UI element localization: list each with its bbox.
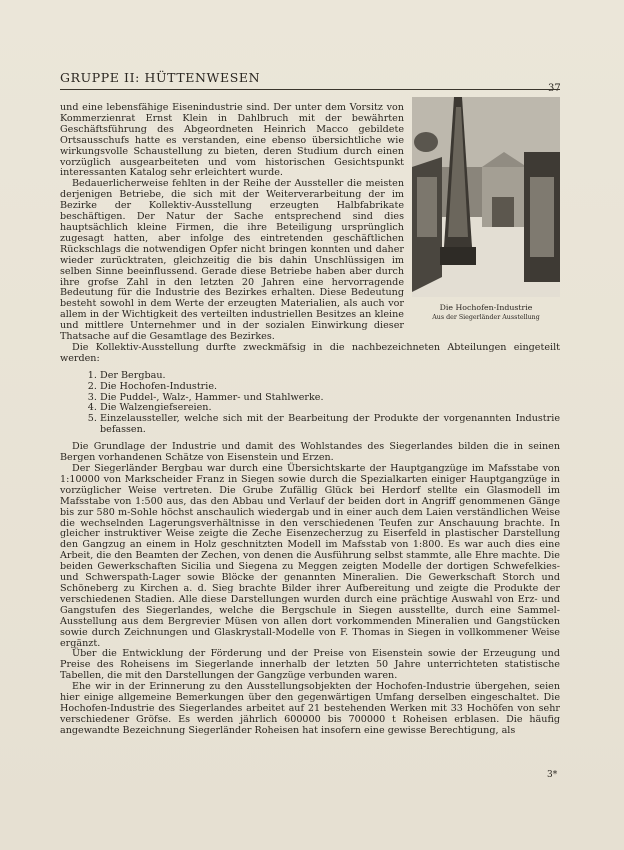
paragraph: Über die Entwicklung der Förderung und der Preise von Eisenstein sowie der Erzeugung und Preise des Roheisens im Siegerlande innerhalb der letzten 50 Jahre unterrichteten statistische Tabellen, die mit den Darstellungen der Gangzüge verbunden waren. (60, 648, 560, 682)
running-header: GRUPPE II: HÜTTENWESEN (60, 70, 261, 85)
caption-title: Die Hochofen-Industrie (439, 303, 533, 312)
photo-illustration (412, 97, 560, 297)
header-rule (60, 89, 560, 90)
figure-caption (412, 303, 560, 323)
list-item: 1. Der Bergbau. (100, 371, 560, 382)
list-item: 3. Die Puddel-, Walz-, Hammer- und Stahlwerke. (100, 393, 560, 404)
list-item: 2. Die Hochofen-Industrie. (100, 382, 560, 393)
caption-subtitle: Aus der Siegerländer Ausstellung (432, 314, 540, 321)
section-list (60, 371, 560, 436)
paragraph: Die Kollektiv-Ausstellung durfte zweckmäfsig in die nachbezeichneten Abteilungen eingeteilt werden: (60, 341, 560, 364)
paragraph: Der Siegerländer Bergbau war durch eine Übersichtskarte der Hauptgangzüge im Mafsstabe von 1:10000 von Markscheider Franz in Siegen sowie durch die Spezialkarten einiger Hauptgangzüge in vorzüglicher Weise vertreten. Die Grube Zufällig Glück bei Herdorf stellte ein Glasmodell im Mafsstabe von 1:500 aus, das den Abbau und Verlauf der beiden dort in Angriff genommenen Gänge bis zur 580 m-Sohle höchst anschaulich wiedergab und in einer auch dem Laien verständlichen Weise die wechselnden Lagerungsverhältnisse in den verschiedenen Teufen zur Anschauung brachte. In gleicher instruktiver Weise zeigte die Zeche Eisenzecherzug zu Eiserfeld in plastischer Darstellung den Gangzug an einem in Holz geschnitzten Modell im Mafsstab von 1:800. Es war auch dies eine Arbeit, die den Beamten der Zechen, von denen die Ausführung selbst stammte, alle Ehre machte. Die beiden Gewerkschaften Sicilia und Siegena zu Meggen zeigten Modelle der dortigen Schwefelkies- und Schwerspath-Lager sowie Blöcke der genannten Mineralien. Die Gewerkschaft Storch und Schöneberg zu Kirchen a. d. Sieg brachte Bilder ihrer Aufbereitung und zeigte die Produkte der verschiedenen Stadien. Alle diese Darstellungen wurden durch eine prächtige Auswahl von Erz- und Gangstufen des Siegerlandes, welche die Bergschule in Siegen ausstellte, durch eine Sammel-Ausstellung aus dem Bergrevier Müsen von allen dort vorkommenden Mineralien und Gangstücken sowie durch Zeichnungen und Glaskrystall-Modelle von F. Thomas in Siegen in vollkommener Weise ergänzt. (60, 463, 560, 649)
figure (412, 97, 560, 323)
paragraph: Ehe wir in der Erinnerung zu den Ausstellungsobjekten der Hochofen-Industrie übergehen, seien hier einige allgemeine Bemerkungen über den gegenwärtigen Umfang derselben eingeschaltet. Die Hochofen-Industrie des Siegerlandes arbeitet auf 21 bestehenden Werken mit 33 Hochöfen von sehr verschiedener Gröfse. Es werden jährlich 600000 bis 700000 t Roheisen erblasen. Die häufig angewandte Bezeichnung Siegerländer Roheisen hat insofern eine gewisse Berechtigung, als (60, 681, 560, 736)
exhibition-photo (412, 97, 560, 297)
list-item: 4. Die Walzengiefsereien. (100, 403, 560, 414)
body-text (60, 103, 560, 737)
list-item: 5. Einzelaussteller, welche sich mit der Bearbeitung der Produkte der vorgenannten Industrie befassen. (100, 414, 560, 436)
signature-mark: 3* (547, 770, 558, 780)
paragraph: Bedauerlicherweise fehlten in der Reihe der Aussteller die meisten derjenigen Betriebe, die sich mit der Weiterverarbeitung der im Bezirke der Kollektiv-Ausstellung erzeugten Halbfabrikate beschäftigen. Der Natur der Sache entsprechend sind dies hauptsächlich kleine Firmen, die ihre Beteiligung ursprünglich zugesagt hatten, aber infolge des eintretenden geschäftlichen Rückschlags die notwendigen Opfer nicht bringen konnten und daher wieder zurücktraten, gleichzeitig die bis dahin Unschlüssigen im selben Sinne beeinflussend. Gerade diese Betriebe haben aber durch ihre grofse Zahl in den letzten 20 Jahren eine hervorragende Bedeutung für die Industrie des Bezirkes erhalten. Diese Bedeutung besteht sowohl in dem Werte der erzeugten Materialien, als auch vor allem in der Wichtigkeit des verteilten industriellen Besitzes an kleine und mittlere Unternehmer und in der sozialen Einwirkung dieser Thatsache auf die Gesamtlage des Bezirkes. (60, 178, 404, 343)
paragraph: und eine lebensfähige Eisenindustrie sind. Der unter dem Vorsitz von Kommerzienrat Ernst Klein in Dahlbruch mit der bewährten Geschäftsführung des Abgeordneten Heinrich Macco gebildete Ortsausschufs hatte es verstanden, eine ebenso übersichtliche wie wirkungsvolle Schaustellung zu bieten, deren Studium durch einen vorzüglich ausgearbeiteten und vom historischen Gesichtspunkt interessanten Katalog sehr erleichtert wurde. (60, 102, 404, 179)
paragraph: Die Grundlage der Industrie und damit des Wohlstandes des Siegerlandes bilden die in seinen Bergen vorhandenen Schätze von Eisenstein und Erzen. (60, 441, 560, 464)
